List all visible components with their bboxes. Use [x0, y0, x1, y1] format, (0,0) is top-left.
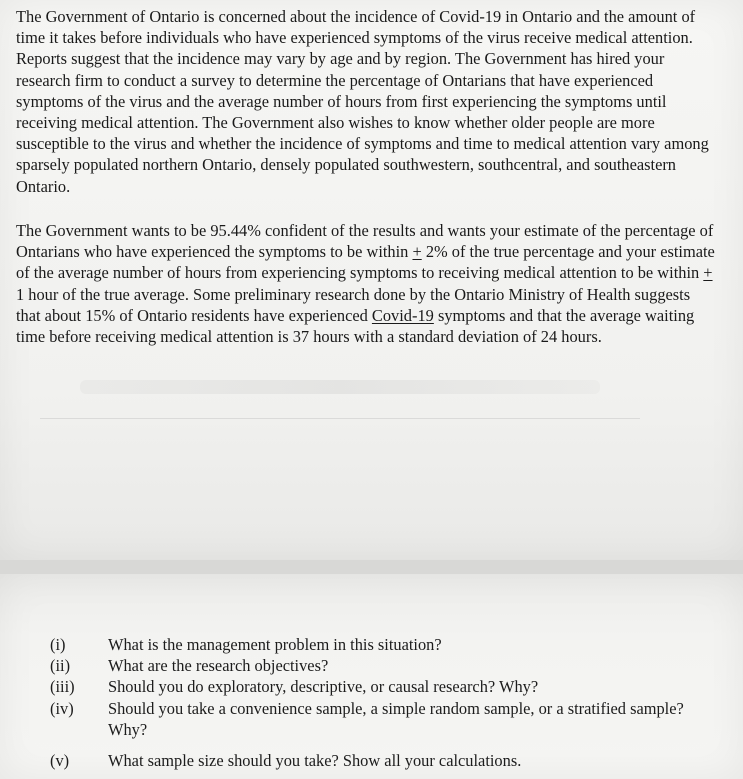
requirements-text-3: 1 hour of the true average. Some preliminary research done by the Ontario Ministry of Health suggests that about 15% of Ontario residents have experienced	[16, 284, 691, 325]
faint-rule	[40, 418, 640, 419]
requirements-text-2: 2% of the true percentage and your estimate of the average number of hours from experiencing symptoms to receiving medical attention to be within	[16, 242, 715, 283]
page-gap	[0, 560, 743, 574]
question-text: Should you take a convenience sample, a simple random sample, or a stratified sample? Why?	[108, 698, 684, 739]
covid-term: Covid-19	[371, 305, 434, 325]
question-item	[44, 676, 724, 697]
bleed-through-text	[80, 380, 600, 394]
question-text: Should you do exploratory, descriptive, or causal research? Why?	[108, 677, 539, 697]
question-text: What is the management problem in this situation?	[108, 635, 442, 654]
requirements-paragraph	[16, 220, 716, 347]
question-number: (iv)	[50, 698, 74, 718]
question-item	[44, 634, 724, 655]
question-text: What are the research objectives?	[108, 656, 329, 676]
question-item	[44, 750, 724, 771]
requirements-text-1: The Government wants to be 95.44% confident of the results and wants your estimate of the percentage of Ontarians who have experienced the symptoms to be within	[16, 221, 714, 262]
problem-paragraph: The Government of Ontario is concerned about the incidence of Covid-19 in Ontario and the amount of time it takes before individuals who have experienced symptoms of the virus receive medical attention. Reports suggest that the incidence may vary by age and by region. The Government has hired your research firm to conduct a survey to determine the percentage of Ontarians that have experienced symptoms of the virus and the average number of hours from first experiencing the symptoms until receiving medical attention. The Government also wishes to know whether older people are more susceptible to the virus and whether the incidence of symptoms and time to medical attention vary among sparsely populated northern Ontario, densely populated southwestern, southcentral, and southeastern Ontario.	[16, 7, 709, 196]
question-list	[44, 634, 724, 771]
question-number: (v)	[50, 751, 70, 771]
plus-minus-sign: +	[703, 263, 713, 283]
requirements-text-4: symptoms and that the average waiting time before receiving medical attention is 37 hours with a standard deviation of 24 hours.	[16, 305, 695, 347]
plus-minus-sign: +	[412, 242, 422, 262]
question-item	[44, 655, 724, 676]
question-number: (i)	[50, 635, 66, 654]
question-text: What sample size should you take? Show all your calculations.	[108, 751, 522, 771]
question-item	[44, 698, 724, 740]
question-number: (ii)	[50, 656, 71, 676]
question-number: (iii)	[50, 677, 75, 697]
